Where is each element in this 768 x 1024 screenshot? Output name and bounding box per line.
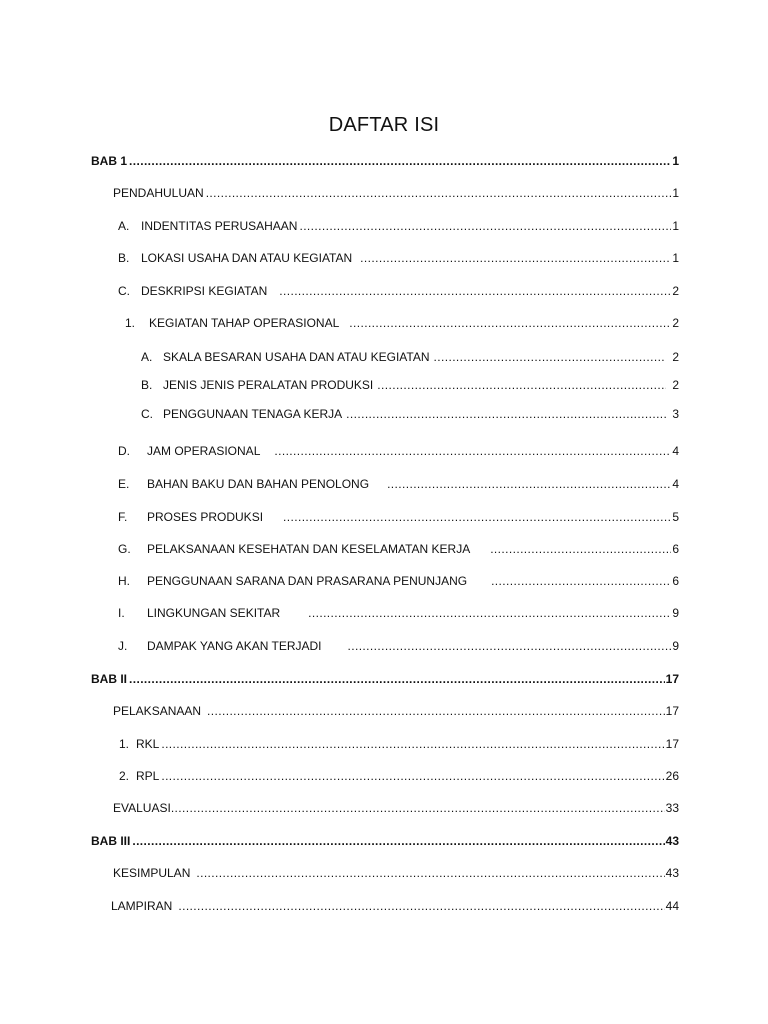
toc-entry-number: C.	[141, 407, 153, 421]
toc-entry-page: 6	[672, 574, 679, 588]
toc-entry-page: 2	[672, 350, 679, 364]
toc-entry-jam-operasional	[118, 443, 679, 459]
dot-leader	[161, 768, 664, 784]
toc-entry-page: 1	[672, 154, 679, 168]
toc-entry-jenis-peralatan	[141, 377, 679, 393]
toc-entry-bahan-baku	[118, 476, 679, 492]
toc-entry-rpl	[119, 768, 679, 784]
dot-leader	[207, 703, 665, 719]
toc-entry-number: B.	[141, 378, 153, 392]
toc-entry-page: 5	[672, 510, 679, 524]
toc-entry-label: KESIMPULAN	[113, 866, 191, 880]
toc-entry-number: E.	[118, 477, 130, 491]
toc-entry-label: KEGIATAN TAHAP OPERASIONAL	[149, 316, 340, 330]
toc-entry-page: 2	[672, 316, 679, 330]
dot-leader	[129, 153, 671, 169]
toc-entry-rkl	[119, 736, 679, 752]
toc-entry-label: BAB III	[91, 834, 131, 848]
dot-leader	[279, 283, 671, 299]
toc-entry-number: F.	[118, 510, 128, 524]
toc-entry-tenaga-kerja	[141, 406, 679, 422]
toc-entry-page: 6	[672, 542, 679, 556]
toc-entry-number: A.	[141, 350, 153, 364]
dot-leader	[132, 833, 664, 849]
toc-entry-page: 3	[672, 407, 679, 421]
dot-leader	[308, 605, 671, 621]
toc-entry-page: 2	[672, 284, 679, 298]
dot-leader	[360, 250, 671, 266]
toc-entry-label: JAM OPERASIONAL	[147, 444, 261, 458]
toc-entry-label: BAB 1	[91, 154, 128, 168]
toc-entry-number: H.	[118, 574, 130, 588]
dot-leader	[348, 638, 672, 654]
toc-entry-bab-3	[91, 833, 679, 849]
toc-entry-proses-produksi	[118, 509, 679, 525]
toc-entry-page: 9	[672, 639, 679, 653]
toc-entry-label: DAMPAK YANG AKAN TERJADI	[147, 639, 322, 653]
toc-entry-label: BAB II	[91, 672, 127, 686]
toc-entry-label: RPL	[136, 769, 160, 783]
dot-leader	[196, 865, 664, 881]
toc-entry-page: 1	[672, 251, 679, 265]
toc-entry-label: PROSES PRODUKSI	[147, 510, 264, 524]
toc-entry-label: LAMPIRAN	[111, 899, 173, 913]
toc-entry-number: 1.	[125, 316, 136, 330]
toc-entry-page: 2	[672, 378, 679, 392]
dot-leader	[346, 406, 666, 422]
toc-entry-number: G.	[118, 542, 131, 556]
toc-entry-deskripsi-kegiatan	[118, 283, 679, 299]
dot-leader	[349, 315, 671, 331]
toc-entry-label: EVALUASI	[113, 801, 171, 815]
toc-entry-bab-1	[91, 153, 679, 169]
toc-entry-label: SKALA BESARAN USAHA DAN ATAU KEGIATAN	[163, 350, 430, 364]
toc-entry-number: J.	[118, 639, 128, 653]
toc-entry-evaluasi	[113, 800, 679, 816]
toc-entry-page: 1	[672, 219, 679, 233]
toc-entry-label: DESKRIPSI KEGIATAN	[141, 284, 268, 298]
dot-leader	[490, 541, 671, 557]
toc-entry-kesehatan-keselamatan	[118, 541, 679, 557]
toc-entry-page: 44	[665, 899, 679, 913]
toc-entry-number: 1.	[119, 737, 130, 751]
toc-entry-pelaksanaan	[113, 703, 679, 719]
toc-entry-page: 9	[672, 606, 679, 620]
dot-leader	[171, 800, 665, 816]
toc-entry-indentitas-perusahaan	[118, 218, 679, 234]
toc-entry-page: 33	[665, 801, 679, 815]
dot-leader	[299, 218, 671, 234]
toc-entry-label: PENDAHULUAN	[113, 186, 204, 200]
toc-entry-label: PELAKSANAAN	[113, 704, 202, 718]
toc-entry-page: 4	[672, 477, 679, 491]
toc-entry-label: RKL	[136, 737, 160, 751]
toc-entry-page: 4	[672, 444, 679, 458]
dot-leader	[491, 573, 671, 589]
toc-entry-page: 43	[665, 866, 679, 880]
toc-entry-number: I.	[118, 606, 125, 620]
toc-entry-kegiatan-tahap-operasional	[125, 315, 679, 331]
toc-entry-page: 26	[665, 769, 679, 783]
toc-entry-number: A.	[118, 219, 130, 233]
dot-leader	[283, 509, 671, 525]
toc-entry-label: BAHAN BAKU DAN BAHAN PENOLONG	[147, 477, 370, 491]
toc-entry-label: PENGGUNAAN TENAGA KERJA	[163, 407, 343, 421]
toc-entry-lampiran	[111, 898, 679, 914]
toc-entry-label: INDENTITAS PERUSAHAAN	[141, 219, 298, 233]
dot-leader	[377, 377, 666, 393]
toc-entry-sarana-prasarana	[118, 573, 679, 589]
dot-leader	[434, 349, 667, 365]
dot-leader	[206, 185, 672, 201]
toc-entry-label: LINGKUNGAN SEKITAR	[147, 606, 281, 620]
toc-entry-page: 1	[672, 186, 679, 200]
toc-entry-bab-2	[91, 671, 679, 687]
toc-entry-number: C.	[118, 284, 130, 298]
toc-entry-page: 17	[665, 672, 679, 686]
toc-entry-label: JENIS JENIS PERALATAN PRODUKSI	[163, 378, 374, 392]
toc-entry-page: 17	[665, 737, 679, 751]
toc-entry-page: 43	[665, 834, 679, 848]
toc-entry-number: B.	[118, 251, 130, 265]
toc-entry-skala-besaran	[141, 349, 679, 365]
dot-leader	[178, 898, 664, 914]
toc-entry-lokasi-usaha	[118, 250, 679, 266]
dot-leader	[129, 671, 665, 687]
toc-entry-kesimpulan	[113, 865, 679, 881]
toc-entry-lingkungan-sekitar	[118, 605, 679, 621]
dot-leader	[387, 476, 671, 492]
toc-entry-label: PENGGUNAAN SARANA DAN PRASARANA PENUNJANG	[147, 574, 468, 588]
toc-entry-dampak	[118, 638, 679, 654]
page-title: DAFTAR ISI	[328, 114, 440, 136]
toc-entry-pendahuluan	[113, 185, 679, 201]
dot-leader	[274, 443, 671, 459]
toc-entry-label: PELAKSANAAN KESEHATAN DAN KESELAMATAN KERJA	[147, 542, 471, 556]
toc-entry-number: D.	[118, 444, 130, 458]
toc-entry-page: 17	[665, 704, 679, 718]
toc-entry-label: LOKASI USAHA DAN ATAU KEGIATAN	[141, 251, 353, 265]
dot-leader	[161, 736, 664, 752]
toc-entry-number: 2.	[119, 769, 130, 783]
